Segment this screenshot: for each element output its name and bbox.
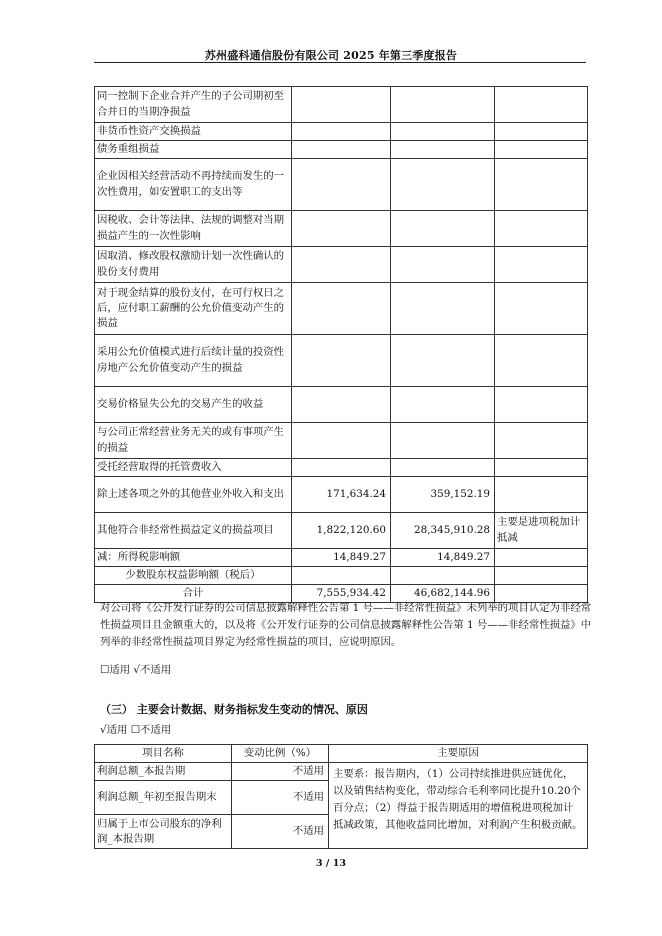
table-cell-year-to-date (391, 335, 495, 387)
table-cell-current-period (292, 247, 391, 283)
table-cell-year-to-date: 46,682,144.96 (391, 585, 495, 603)
table-cell-current-period: 7,555,934.42 (292, 585, 391, 603)
table-cell-item: 其他符合非经常性损益定义的损益项目 (95, 513, 292, 549)
table-cell-current-period (292, 335, 391, 387)
table-cell-note (495, 567, 588, 585)
header-item-name: 项目名称 (95, 745, 232, 763)
table-cell-note (495, 335, 588, 387)
non-recurring-gains-table (94, 86, 588, 603)
table-cell-current-period: 1,822,120.60 (292, 513, 391, 549)
table-row (95, 423, 588, 459)
table-cell-note (495, 283, 588, 335)
table-row (95, 141, 588, 159)
table-cell-item: 债务重组损益 (95, 141, 292, 159)
table-cell-note (495, 423, 588, 459)
table-cell-item: 交易价格显失公允的交易产生的收益 (95, 387, 292, 423)
table-cell-item: 因取消、修改股权激励计划一次性确认的股份支付费用 (95, 247, 292, 283)
table-cell-current-period (292, 459, 391, 477)
table-cell-note (495, 87, 588, 123)
section-applicability-check: √适用 ☐不适用 (100, 724, 172, 736)
table-cell-ratio: 不适用 (232, 815, 329, 849)
table-cell-item: 利润总额_本报告期 (95, 763, 232, 781)
page-number: 3 / 13 (315, 858, 347, 869)
table-cell-year-to-date (391, 211, 495, 247)
table-row (95, 477, 588, 513)
table-cell-current-period (292, 141, 391, 159)
table-row (95, 387, 588, 423)
table-cell-item: 除上述各项之外的其他营业外收入和支出 (95, 477, 292, 513)
table-cell-year-to-date (391, 283, 495, 335)
table-row (95, 567, 588, 585)
table-cell-item: 减：所得税影响额 (95, 549, 292, 567)
table-cell-year-to-date (391, 567, 495, 585)
table-cell-note (495, 141, 588, 159)
table-cell-year-to-date (391, 387, 495, 423)
table-row (95, 247, 588, 283)
explanation-paragraph: 对公司将《公开发行证券的公司信息披露解释性公告第 1 号——非经常性损益》未列举的项目认定为非经常性损益项目且金额重大的，以及将《公开发行证券的公司信息披露解释性公告第 1 号——非经常性损益》中列举的非经常性损益项目界定为经常性损益的项目，应说明原因。 (100, 602, 592, 648)
table-cell-current-period: 171,634.24 (292, 477, 391, 513)
report-header: 苏州盛科通信股份有限公司 2025 年第三季度报告 (204, 49, 458, 62)
table-cell-item: 对于现金结算的股份支付，在可行权日之后，应付职工薪酬的公允价值变动产生的损益 (95, 283, 292, 335)
table-cell-item: 同一控制下企业合并产生的子公司期初至合并日的当期净损益 (95, 87, 292, 123)
table-cell-current-period (292, 283, 391, 335)
table-cell-current-period (292, 123, 391, 141)
table-cell-current-period (292, 423, 391, 459)
table-cell-item: 利润总额_年初至报告期末 (95, 781, 232, 815)
table-row (95, 513, 588, 549)
header-divider (94, 62, 586, 63)
key-indicator-change-table (94, 744, 588, 849)
table-cell-item: 企业因相关经营活动不再持续而发生的一次性费用，如安置职工的支出等 (95, 159, 292, 211)
table-cell-year-to-date (391, 459, 495, 477)
table-cell-current-period (292, 387, 391, 423)
table-cell-current-period (292, 211, 391, 247)
table-cell-year-to-date: 359,152.19 (391, 477, 495, 513)
table-row (95, 283, 588, 335)
table-cell-note (495, 459, 588, 477)
table-cell-year-to-date (391, 123, 495, 141)
table-row (95, 549, 588, 567)
table-cell-year-to-date (391, 247, 495, 283)
table-cell-item: 受托经营取得的托管费收入 (95, 459, 292, 477)
table-cell-item: 采用公允价值模式进行后续计量的投资性房地产公允价值变动产生的损益 (95, 335, 292, 387)
header-change-ratio: 变动比例（%） (232, 745, 329, 763)
table-cell-year-to-date: 28,345,910.28 (391, 513, 495, 549)
header-main-reason: 主要原因 (329, 745, 588, 763)
table-cell-note: 主要是进项税加计抵减 (495, 513, 588, 549)
table-cell-note (495, 123, 588, 141)
table-cell-item: 非货币性资产交换损益 (95, 123, 292, 141)
table-cell-year-to-date (391, 87, 495, 123)
table-cell-current-period (292, 87, 391, 123)
applicability-check: ☐适用 √不适用 (100, 664, 172, 676)
table-cell-item: 与公司正常经营业务无关的或有事项产生的损益 (95, 423, 292, 459)
table-cell-note (495, 549, 588, 567)
table-cell-current-period (292, 567, 391, 585)
table-cell-ratio: 不适用 (232, 763, 329, 781)
table-cell-year-to-date (391, 423, 495, 459)
table-cell-item: 归属于上市公司股东的净利润_本报告期 (95, 815, 232, 849)
table-cell-current-period (292, 159, 391, 211)
table-cell-note (495, 387, 588, 423)
table-cell-year-to-date: 14,849.27 (391, 549, 495, 567)
table-row (95, 211, 588, 247)
main-reason-text: 主要系：报告期内，（1）公司持续推进供应链优化，以及销售结构变化，带动综合毛利率同比提升10.20个百分点；（2）得益于报告期适用的增值税进项税加计抵减政策，其他收益同比增加，对利润产生积极贡献。 (329, 763, 588, 849)
table-row (95, 335, 588, 387)
table-row (95, 87, 588, 123)
table-cell-item: 合计 (95, 585, 292, 603)
table-cell-ratio: 不适用 (232, 781, 329, 815)
table-cell-item: 少数股东权益影响额（税后） (95, 567, 292, 585)
section-title: （三） 主要会计数据、财务指标发生变动的情况、原因 (100, 703, 368, 716)
table-row (95, 123, 588, 141)
table-cell-item: 因税收、会计等法律、法规的调整对当期损益产生的一次性影响 (95, 211, 292, 247)
table-cell-note (495, 211, 588, 247)
table-cell-note (495, 247, 588, 283)
table-cell-current-period: 14,849.27 (292, 549, 391, 567)
table-cell-year-to-date (391, 141, 495, 159)
table-row (95, 459, 588, 477)
table-row (95, 159, 588, 211)
table-cell-note (495, 159, 588, 211)
table-cell-year-to-date (391, 159, 495, 211)
table-cell-note (495, 477, 588, 513)
